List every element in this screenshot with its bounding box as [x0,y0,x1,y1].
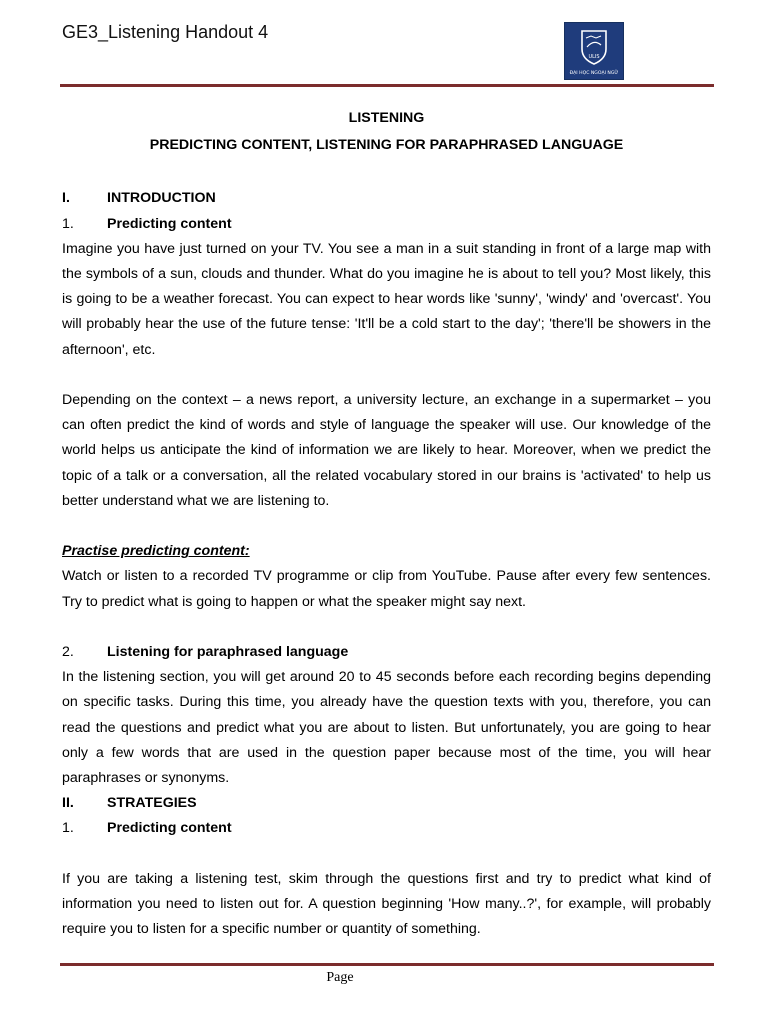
logo-caption: ĐẠI HỌC NGOẠI NGỮ [569,71,619,76]
section-introduction-heading [62,186,711,211]
page-label: Page [326,970,354,985]
footer-divider [60,963,714,966]
logo-shield-text: ULIS [588,54,600,60]
subsection-number: 2. [62,644,74,661]
paragraph-tv-example: Imagine you have just turned on your TV. You see a man in a suit standing in front of a large map with the symbols of a sun, clouds and thunder. What do you imagine he is about to tell you? Most likely, this is going to be a weather forecast. You can expect to hear words like 'sunny', 'windy' and 'overcast'. You will probably hear the use of the future tense: 'It'll be a cold start to the day'; 'there'll be showers in the afternoon', etc. [62,240,711,358]
section-number: II. [62,795,74,812]
section-title: INTRODUCTION [107,190,216,207]
section-number: I. [62,190,70,207]
document-subtitle: PREDICTING CONTENT, LISTENING FOR PARAPHRASED LANGUAGE [149,137,624,154]
section-strategies-heading [62,791,711,816]
subsection-predicting-heading [62,212,711,237]
subsection-paraphrase-heading [62,640,711,665]
paragraph-listening-test: If you are taking a listening test, skim through the questions first and try to predict what kind of information you need to listen out for. A question beginning 'How many..?', for example, will probably require you to listen for a specific number or quantity of something. [62,870,711,938]
practise-heading: Practise predicting content: [62,543,250,560]
header-title: GE3_Listening Handout 4 [62,22,269,42]
paragraph-context: Depending on the context – a news report, a university lecture, an exchange in a supermarket – you can often predict the kind of words and style of language the speaker will use. Our knowledge of the world helps us anticipate the kind of information we are likely to hear. Moreover, when we predict the topic of a talk or a conversation, all the related vocabulary stored in our brains is 'activated' to help us better understand what we are listening to. [62,392,711,509]
university-logo [564,22,624,80]
header-divider [60,84,714,87]
subsection-title: Predicting content [107,820,232,837]
document-body [62,106,711,942]
subsection-title: Predicting content [107,215,232,232]
subsection-number: 1. [62,820,74,837]
subsection-strategy-predicting-heading [62,816,711,841]
paragraph-practise: Watch or listen to a recorded TV programme or clip from YouTube. Pause after every few sentences. Try to predict what is going to happen or what the speaker might say next. [62,568,711,610]
paragraph-paraphrase: In the listening section, you will get around 20 to 45 seconds before each recording begins depending on specific tasks. During this time, you already have the question texts with you, therefore, you can read the questions and predict what you are about to listen. But unfortunately, you are going to hear only a few words that are used in the question paper because most of the time, you will hear paraphrases or synonyms. [62,669,711,787]
subsection-title: Listening for paraphrased language [107,644,349,661]
section-title: STRATEGIES [107,795,197,812]
subsection-number: 1. [62,215,74,232]
document-title: LISTENING [348,110,425,126]
